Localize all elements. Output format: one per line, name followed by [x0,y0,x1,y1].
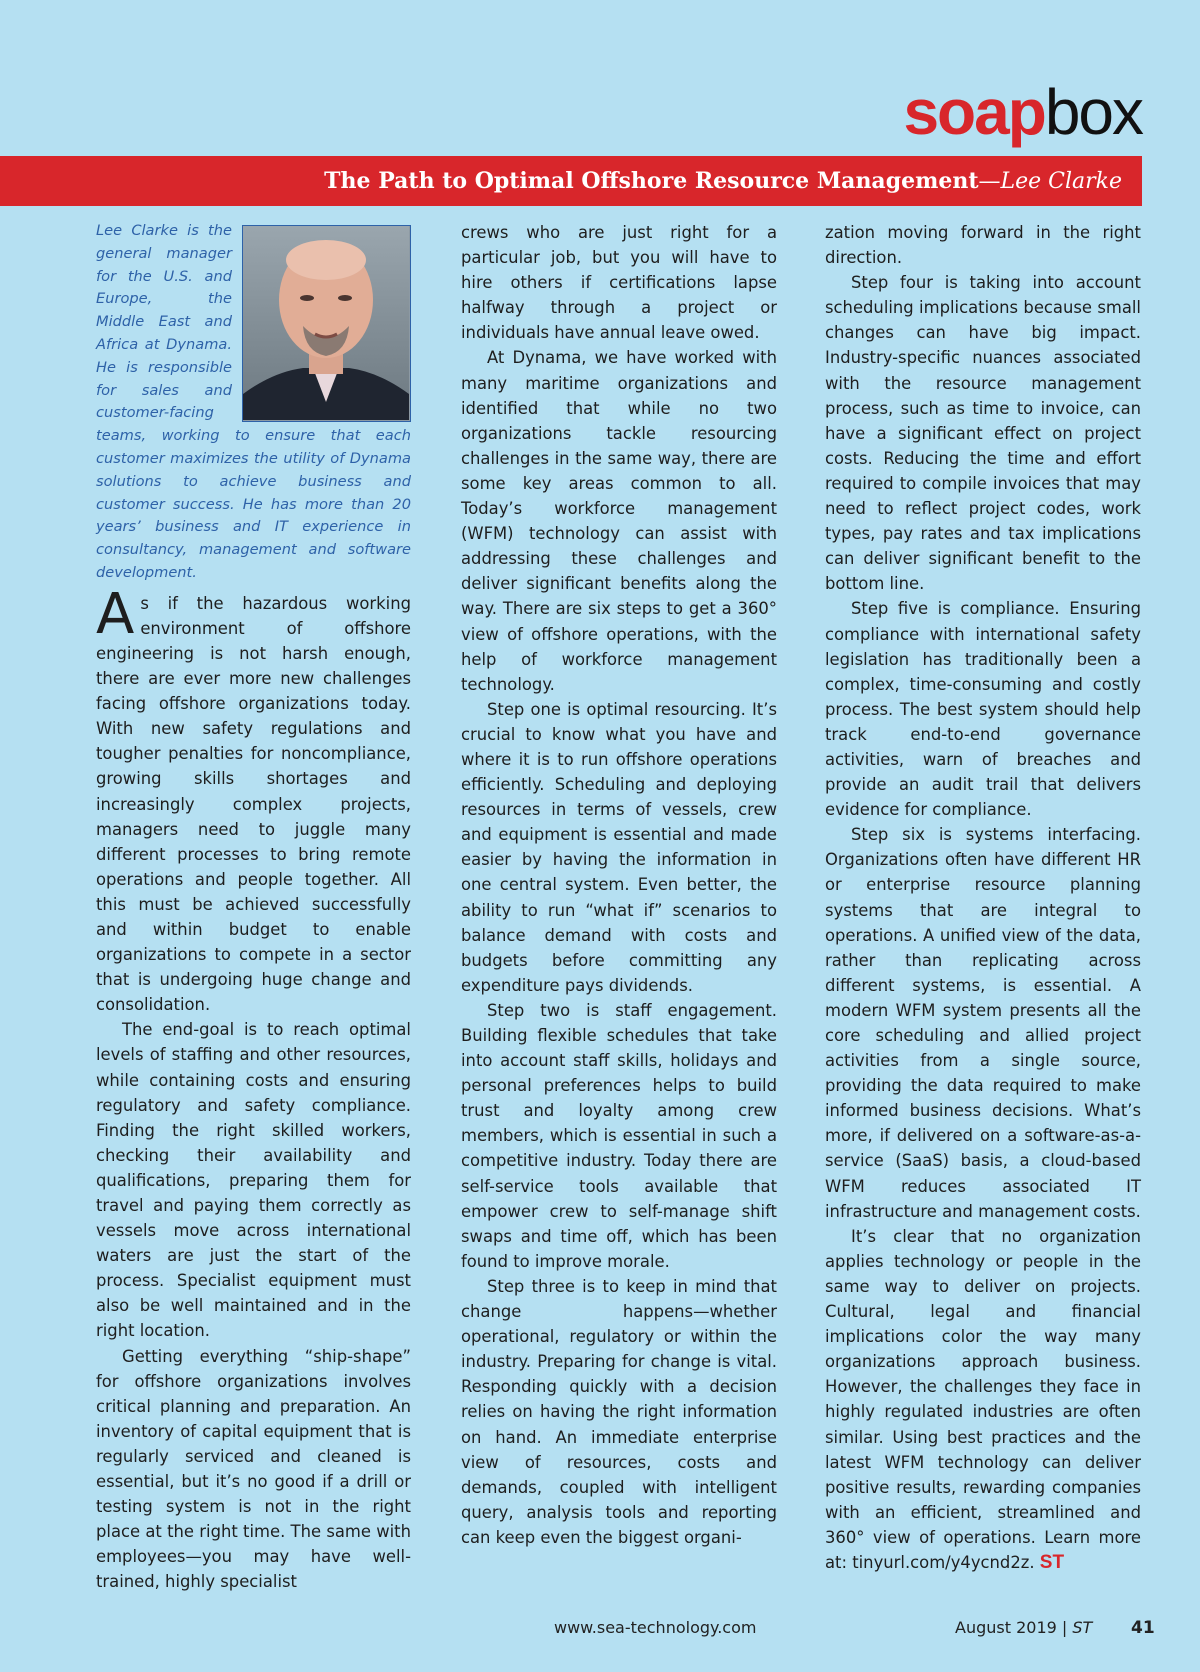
footer-date-text: August 2019 | [955,1618,1068,1637]
soapbox-logo [903,76,1142,148]
title-banner [0,156,1142,206]
paragraph-5: Step one is optimal resourcing. It’s crucial to know what you have and where it is to run offshore operations efficiently. Scheduling and deploying resources in terms of vessels, crew and equipment is essential and made easier by having the information in one central system. Even better, the ability to run “what if” scenarios to balance demand with costs and budgets before committing any expenditure pays dividends. [461,699,777,995]
column-3 [825,220,1141,1575]
paragraph-intro-text: s if the hazardous working environment of offshore engineering is not harsh enough, there are ever more new challenges facing offshore organizations today. With new safety regulations and tougher penalties for noncompliance, growing skills shortages and increasingly complex projects, managers need to juggle many different processes to bring remote operations and people together. All this must be achieved successfully and within budget to enable organizations to compete in a sector that is undergoing huge change and consolidation. [96,593,411,1015]
page-number: 41 [1131,1618,1155,1638]
title-separator: — [978,168,1001,194]
paragraph-11-text: It’s clear that no organization applies technology or people in the same way to deliver on projects. Cultural, legal and financial implications color the way many organizations approach business. However, the challenges they face in highly regulated industries are often similar. Using best practices and the latest WFM technology can deliver positive results, rewarding companies with an efficient, streamlined and 360° view of operations. Learn more at: tinyurl.com/y4ycnd2z. [825,1226,1141,1572]
author-bio: Lee Clarke is the general manager for the U.S. and Europe, the Middle East and Africa at Dynama. He is responsible for sales and customer-facing teams, working to ensure that each customer maximizes the utility of Dynama solutions to achieve business and customer success. He has more than 20 years’ business and IT experience in consultancy, management and software development. [96,222,411,581]
paragraph-10: Step six is systems interfacing. Organizations often have different HR or enterprise resource planning systems that are integral to operations. A unified view of the data, rather than replicating across different systems, is essential. A modern WFM system presents all the core scheduling and allied project activities from a single source, providing the data required to make informed business decisions. What’s more, if delivered on a software-as-a-service (SaaS) basis, a cloud-based WFM reduces associated IT infrastructure and management costs. [825,825,1141,1221]
paragraph-7a: Step three is to keep in mind that change happens—whether operational, regulatory or within the industry. Preparing for change is vital. Responding quickly with a decision relies on having the right information on hand. An immediate enterprise view of resources, costs and demands, coupled with intelligent query, analysis tools and reporting can keep even the biggest organi- [461,1276,777,1547]
author-photo [242,225,411,422]
column-2 [461,220,777,1550]
paragraph-7b: zation moving forward in the right direction. [825,223,1141,268]
drop-cap: A [96,581,135,647]
logo-box: box [1044,76,1142,148]
paragraph-8: Step four is taking into account scheduling implications because small changes can have big impact. Industry-specific nuances associated with the resource management process, such as time to invoice, can have a significant effect on project costs. Reducing the time and effort required to compile invoices that may need to reflect project codes, work types, pay rates and tax implications can deliver significant benefit to the bottom line. [825,273,1141,594]
article-title: The Path to Optimal Offshore Resource Management [324,168,979,194]
paragraph-6: Step two is staff engagement. Building flexible schedules that take into account staff skills, holidays and personal preferences helps to build trust and loyalty among crew members, which is essential in such a competitive industry. Today there are self-service tools available that empower crew to self-manage shift swaps and time off, which has been found to improve morale. [461,1000,777,1271]
paragraph-3a: Getting everything “ship-shape” for offshore organizations involves critical planning and preparation. An inventory of capital equipment that is regularly serviced and cleaned is essential, but it’s no good if a drill or testing system is not in the right place at the right time. The same with employees—you may have well-trained, highly specialist [96,1346,411,1592]
paragraph-intro [96,581,411,1018]
article-author: Lee Clarke [1000,168,1122,194]
footer-magazine: ST [1072,1618,1093,1637]
footer-url: www.sea-technology.com [554,1618,757,1637]
column-1 [96,220,411,1595]
footer-date [955,1618,1092,1637]
end-mark: ST [1039,1551,1065,1573]
paragraph-3b: crews who are just right for a particular job, but you will have to hire others if certifications lapse halfway through a project or individuals have annual leave owed. [461,223,777,343]
paragraph-9: Step five is compliance. Ensuring compliance with international safety legislation has traditionally been a complex, time-consuming and costly process. The best system should help track end-to-end governance activities, warn of breaches and provide an audit trail that delivers evidence for compliance. [825,599,1141,820]
logo-soap: soap [903,76,1045,148]
paragraph-2: The end-goal is to reach optimal levels of staffing and other resources, while containing costs and ensuring regulatory and safety compliance. Finding the right skilled workers, checking their availability and qualifications, preparing them for travel and paying them correctly as vessels move across international waters are just the start of the process. Specialist equipment must also be well maintained and in the right location. [96,1020,411,1341]
paragraph-11 [825,1224,1141,1575]
paragraph-4: At Dynama, we have worked with many maritime organizations and identified that while no two organizations tackle resourcing challenges in the same way, there are some key areas common to all. Today’s workforce management (WFM) technology can assist with addressing these challenges and deliver significant benefits along the way. There are six steps to get a 360° view of offshore operations, with the help of workforce management technology. [461,348,777,694]
